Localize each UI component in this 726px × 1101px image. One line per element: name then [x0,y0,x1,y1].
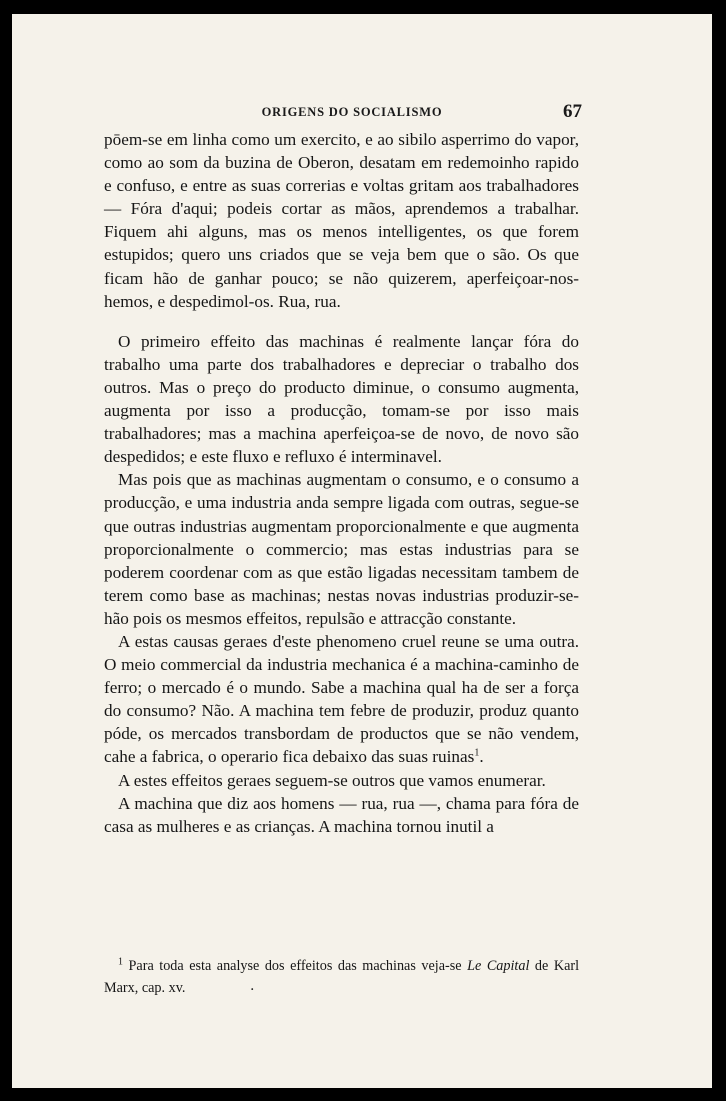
paragraph-2: O primeiro effeito das machinas é realmente lançar fóra do trabalho uma parte dos trabalhadores e depreciar o trabalho dos outros. Mas o preço do producto diminue, o consumo augmenta, augmenta por isso a producção, tomam-se por isso mais trabalhadores; mas a machina aperfeiçoa-se de novo, de novo são despedidos; e este fluxo e refluxo é interminavel. [104,331,579,467]
footnote [104,955,579,999]
paragraph-4: A estas causas geraes d'este phenomeno cruel reune se uma outra. O meio commercial da industria mechanica é a machina-caminho de ferro; o mercado é o mundo. Sabe a machina qual ha de ser a força do consumo? Não. A machina tem febre de produzir, produz quanto póde, os mercados transbordam de productos que se não vendem, cahe a fabrica, o operario fica debaixo das suas ruinas$^1$. [104,631,579,767]
paragraph-6: A machina que diz aos homens — rua, rua —, chama para fóra de casa as mulheres e as crianças. A machina tornou inutil a [104,793,579,836]
footnote-text-before: Para toda esta analyse dos effeitos das machinas veja-se [128,958,462,974]
paragraph-1: pōem-se em linha como um exercito, e ao sibilo asperrimo do vapor, como ao som da buzina de Oberon, desatam em redemoinho rapido e confuso, e entre as suas correrias e voltas gritam aos trabalhadores — Fóra d'aqui; podeis cortar as mãos, aprendemos a trabalhar. Fiquem ahi alguns, mas os menos intelligentes, os que forem estupidos; quero uns criados que se veja bem que o são. Os que ficam hão de ganhar pouco; se não quizerem, aperfeiçoar-nos-hemos, e despedimol-os. Rua, rua. [104,130,579,311]
paragraph-4-text: A estas causas geraes d'este phenomeno cruel reune se uma outra. O meio commercial da industria mechanica é a machina-caminho de ferro; o mercado é o mundo. Sabe a machina qual ha de ser a força do consumo? Não. A machina tem febre de produzir, produz quanto póde, os mercados transbordam de productos que se não vendem, cahe a fabrica, o operario fica debaixo das suas ruinas [104,631,579,767]
page-header [12,102,712,124]
paragraph-3: Mas pois que as machinas augmentam o consumo, e o consumo a producção, e uma industria anda sempre ligada com outras, segue-se que outras industrias augmentam proporcionalmente e que augmenta proporcionalmente o commercio; mas estas industrias para se poderem coordenar com as que estão ligadas necessitam tambem de terem como base as machinas; nestas novas industrias produzir-se-hão pois os mesmos effeitos, repulsão e attracção constante. [104,470,579,628]
running-title: ORIGENS DO SOCIALISMO [261,105,443,119]
page-number: 67 [563,101,582,122]
stray-dot: . [250,978,255,994]
body-text [104,128,579,838]
footnote-marker: 1 [118,956,123,968]
footnote-book-title: Le Capital [467,958,530,974]
footnote-reference: 1 [474,747,480,759]
paragraph-5: A estes effeitos geraes seguem-se outros que vamos enumerar. [118,770,546,790]
footnote-text-after: de Karl Marx, cap. xv. [104,958,580,996]
book-page [12,14,712,1088]
